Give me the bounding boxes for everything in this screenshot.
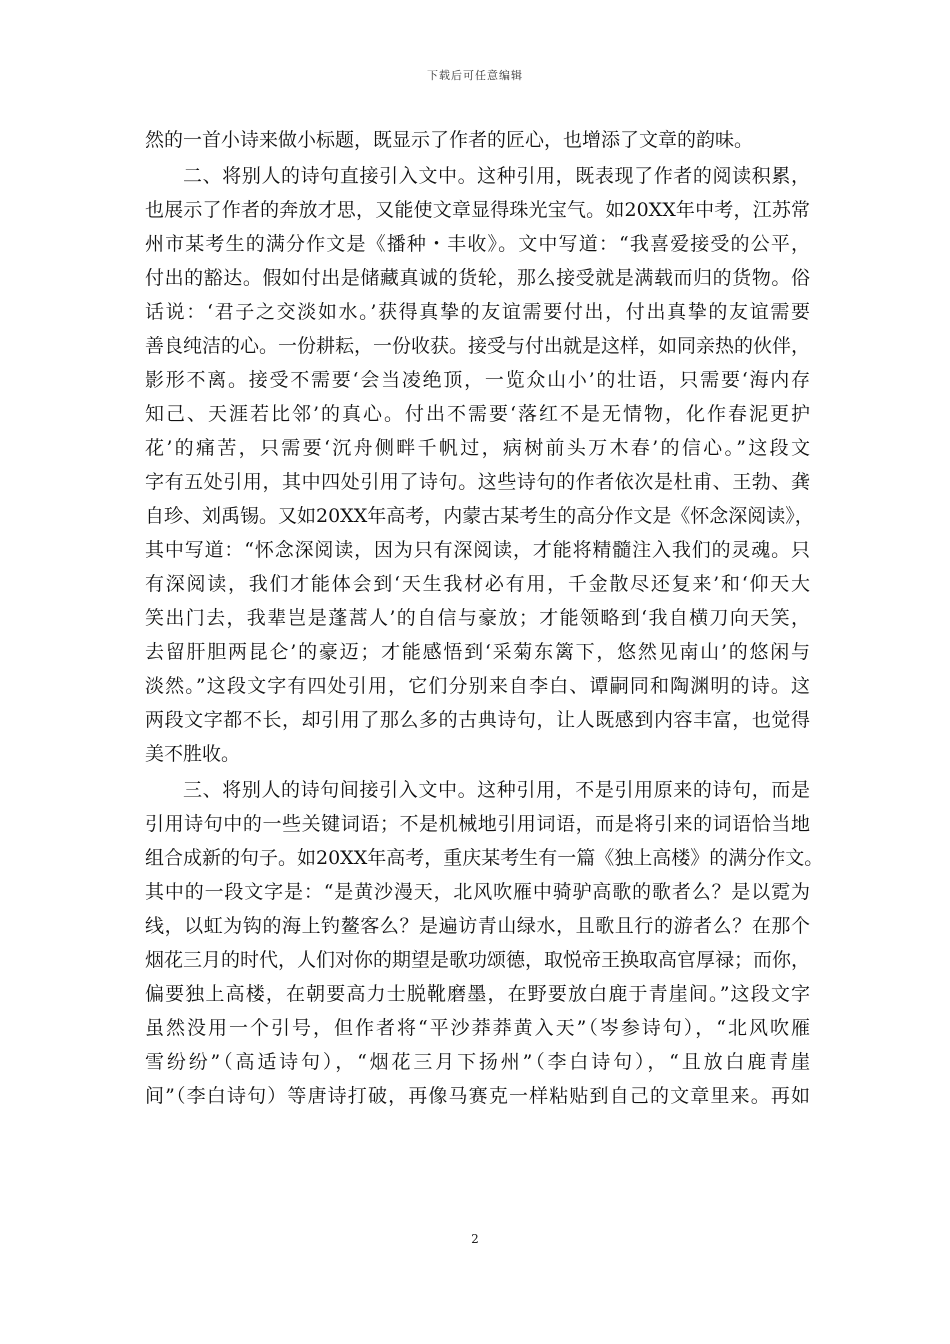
text-line: 字有五处引用，其中四处引用了诗句。这些诗句的作者依次是杜甫、王勃、龚 — [145, 471, 810, 493]
text-line: 美不胜收。 — [145, 743, 241, 765]
text-line: 雪纷纷”（高适诗句），“烟花三月下扬州”（李白诗句），“且放白鹿青崖 — [145, 1051, 810, 1073]
document-body — [145, 123, 824, 1113]
text-line: 两段文字都不长，却引用了那么多的古典诗句，让人既感到内容丰富，也觉得 — [145, 709, 810, 731]
text-line: 偏要独上高楼，在朝要高力士脱靴磨墨，在野要放白鹿于青崖间。”这段文字 — [145, 983, 810, 1005]
text-line: 然的一首小诗来做小标题，既显示了作者的匠心，也增添了文章的韵味。 — [145, 129, 754, 151]
text-line: 善良纯洁的心。一份耕耘，一份收获。接受与付出就是这样，如同亲热的伙伴， — [145, 335, 811, 357]
text-line: 组合成新的句子。如20XX年高考，重庆某考生有一篇《独上高楼》的满分作文。 — [145, 847, 824, 869]
paragraph-continuation — [145, 123, 810, 157]
text-line: 也展示了作者的奔放才思，又能使文章显得珠光宝气。如20XX年中考，江苏常 — [145, 199, 810, 221]
text-line: 间”（李白诗句）等唐诗打破，再像马赛克一样粘贴到自己的文章里来。再如 — [145, 1085, 810, 1107]
paragraph-direct-quotation — [145, 159, 814, 771]
paragraph-indirect-quotation — [145, 773, 824, 1113]
text-line: 其中的一段文字是：“是黄沙漫天，北风吹雁中骑驴高歌的歌者么？是以霓为 — [145, 881, 810, 903]
text-line: 虽然没用一个引号，但作者将“平沙莽莽黄入天”（岑参诗句），“北风吹雁 — [145, 1017, 810, 1039]
page-number: 2 — [471, 1232, 479, 1246]
text-line: 影形不离。接受不需要‘会当凌绝顶，一览众山小’的壮语，只需要‘海内存 — [145, 369, 810, 391]
text-line: 自珍、刘禹锡。又如20XX年高考，内蒙古某考生的高分作文是《怀念深阅读》， — [145, 505, 814, 527]
text-line: 知己、天涯若比邻’的真心。付出不需要‘落红不是无情物，化作春泥更护 — [145, 403, 810, 425]
text-line: 州市某考生的满分作文是《播种・丰收》。文中写道：“我喜爱接受的公平， — [145, 233, 810, 255]
text-line: 有深阅读，我们才能体会到‘天生我材必有用，千金散尽还复来’和‘仰天大 — [145, 573, 810, 595]
text-line: 话说：‘君子之交淡如水。’获得真挚的友谊需要付出，付出真挚的友谊需要 — [145, 301, 810, 323]
text-line: 烟花三月的时代，人们对你的期望是歌功颂德，取悦帝王换取高官厚禄；而你， — [145, 949, 811, 971]
text-line: 三、将别人的诗句间接引入文中。这种引用，不是引用原来的诗句，而是 — [183, 779, 810, 801]
text-line: 笑出门去，我辈岂是蓬蒿人’的自信与豪放；才能领略到‘我自横刀向天笑， — [145, 607, 810, 629]
text-line: 花’的痛苦，只需要‘沉舟侧畔千帆过，病树前头万木春’的信心。”这段文 — [145, 437, 810, 459]
text-line: 付出的豁达。假如付出是储藏真诚的货轮，那么接受就是满载而归的货物。俗 — [145, 267, 810, 289]
text-line: 其中写道：“怀念深阅读，因为只有深阅读，才能将精髓注入我们的灵魂。只 — [145, 539, 810, 561]
text-line: 二、将别人的诗句直接引入文中。这种引用，既表现了作者的阅读积累， — [183, 165, 810, 187]
text-line: 淡然。”这段文字有四处引用，它们分别来自李白、谭嗣同和陶渊明的诗。这 — [145, 675, 810, 697]
text-line: 去留肝胆两昆仑’的豪迈；才能感悟到‘采菊东篱下，悠然见南山’的悠闲与 — [145, 641, 810, 663]
page-header: 下载后可任意编辑 — [427, 69, 523, 82]
text-line: 线，以虹为钩的海上钓鳌客么？是遍访青山绿水，且歌且行的游者么？在那个 — [145, 915, 810, 937]
text-line: 引用诗句中的一些关键词语；不是机械地引用词语，而是将引来的词语恰当地 — [145, 813, 810, 835]
